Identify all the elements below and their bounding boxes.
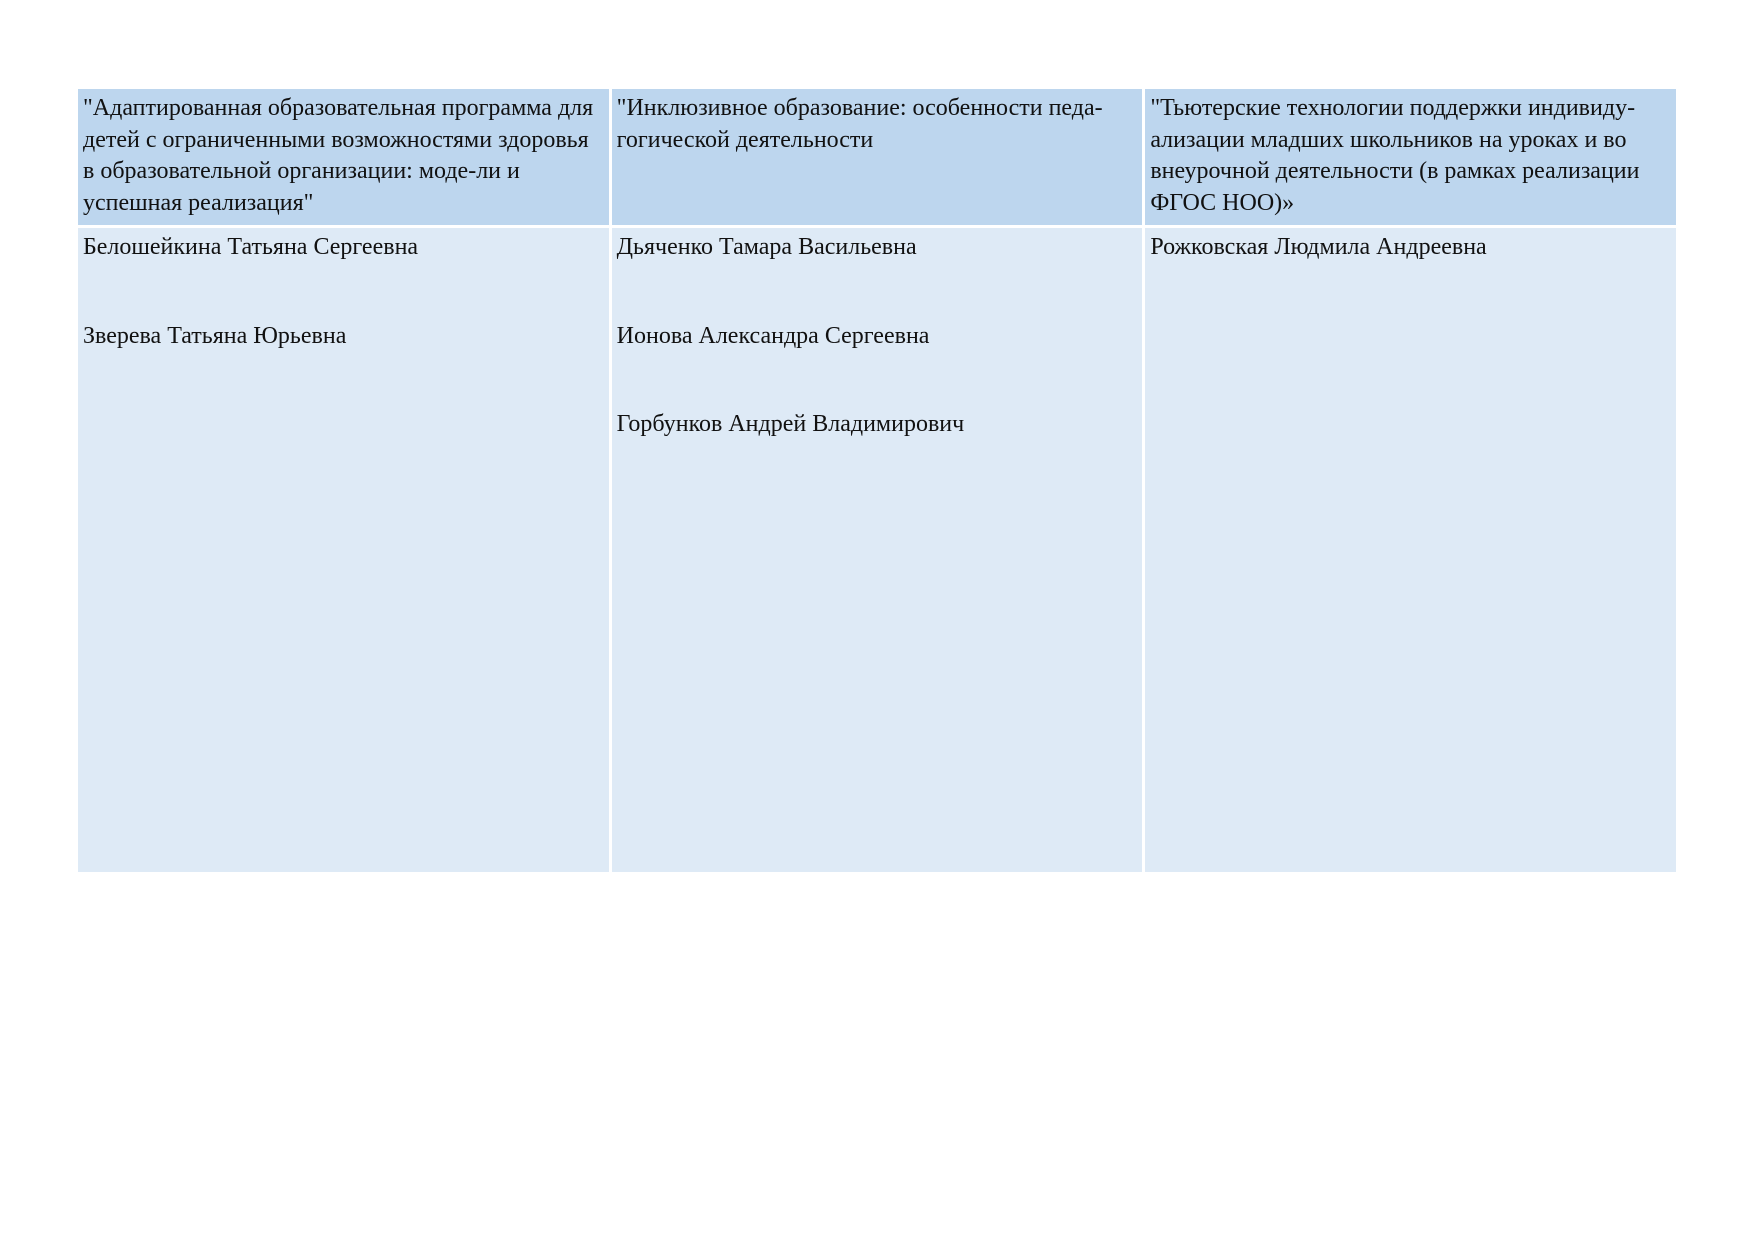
- participants-cell: [612, 228, 1143, 872]
- course-header: "Тьютерские технологии поддержки индивиду-ализации младших школьников на уроках и во внеурочной деятельности (в рамках реализации ФГОС НОО)»: [1145, 89, 1676, 225]
- header-row: [78, 89, 1676, 225]
- participants-row: [78, 228, 1676, 872]
- course-header: "Адаптированная образовательная программа для детей с ограниченными возможностями здоровья в образовательной организации: моде-ли и успешная реализация": [78, 89, 609, 225]
- participant-name: Ионова Александра Сергеевна: [616, 322, 930, 349]
- participant-name: Зверева Татьяна Юрьевна: [83, 322, 347, 349]
- participant-name: Дьяченко Тамара Васильевна: [616, 234, 917, 260]
- participant-name: Горбунков Андрей Владимирович: [616, 411, 965, 437]
- course-header: "Инклюзивное образование: особенности педа-гогической деятельности: [612, 89, 1143, 225]
- participants-cell: [1145, 228, 1676, 872]
- participant-name: Рожковская Людмила Андреевна: [1150, 234, 1487, 260]
- document-page: [78, 89, 1682, 872]
- participant-name: Белошейкина Татьяна Сергеевна: [83, 234, 419, 260]
- participants-cell: [78, 228, 609, 872]
- courses-table: [75, 86, 1679, 875]
